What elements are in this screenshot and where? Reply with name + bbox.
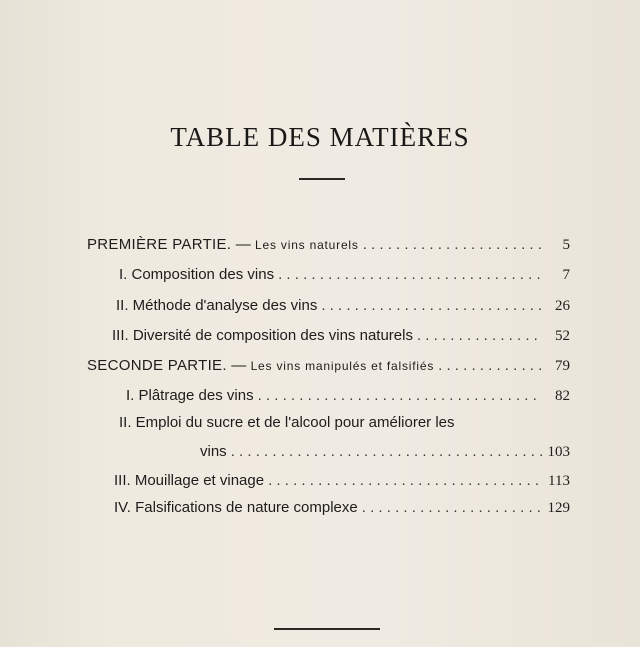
leader-dots	[268, 472, 542, 489]
chapter-page: 129	[547, 500, 570, 516]
leader-dots	[278, 266, 542, 283]
part-2-subtitle: Les vins manipulés et falsifiés	[250, 359, 435, 373]
title-divider	[299, 178, 345, 180]
chapter-page: 7	[562, 267, 570, 283]
leader-dots	[231, 443, 542, 460]
part-2-page: 79	[555, 358, 570, 374]
chapter-page: 26	[555, 298, 570, 314]
toc-chapter-1-3	[112, 327, 570, 345]
part-1-heading: PREMIÈRE PARTIE. —	[87, 236, 252, 253]
toc-part-2	[87, 357, 570, 375]
page-title: TABLE DES MATIÈRES	[170, 122, 470, 152]
leader-dots	[258, 387, 542, 404]
leader-dots	[438, 357, 542, 374]
toc-chapter-2-4	[114, 499, 570, 517]
chapter-label: I. Composition des vins	[119, 266, 275, 283]
chapter-label-line-2: vins	[200, 443, 227, 460]
chapter-page: 82	[555, 388, 570, 404]
toc-chapter-1-1	[119, 266, 570, 284]
bottom-divider	[274, 628, 380, 630]
chapter-page: 103	[547, 444, 570, 460]
leader-dots	[362, 499, 542, 516]
toc-chapter-2-1	[126, 387, 570, 405]
toc-part-1	[87, 236, 570, 254]
part-1-subtitle: Les vins naturels	[255, 238, 359, 252]
toc-chapter-2-3	[114, 472, 570, 490]
chapter-label: IV. Falsifications de nature complexe	[114, 499, 358, 516]
leader-dots	[321, 297, 542, 314]
chapter-label: II. Méthode d'analyse des vins	[116, 297, 318, 314]
leader-dots	[417, 327, 542, 344]
part-2-heading: SECONDE PARTIE. —	[87, 357, 247, 374]
toc-chapter-2-2	[200, 443, 570, 461]
chapter-label: III. Mouillage et vinage	[114, 472, 265, 489]
chapter-label: I. Plâtrage des vins	[126, 387, 254, 404]
chapter-label: III. Diversité de composition des vins naturels	[112, 327, 413, 344]
toc-chapter-1-2	[116, 297, 570, 315]
leader-dots	[363, 236, 542, 253]
chapter-page: 113	[548, 473, 570, 489]
part-1-page: 5	[562, 237, 570, 253]
chapter-page: 52	[555, 328, 570, 344]
chapter-label-line-1: II. Emploi du sucre et de l'alcool pour améliorer les	[119, 414, 455, 431]
